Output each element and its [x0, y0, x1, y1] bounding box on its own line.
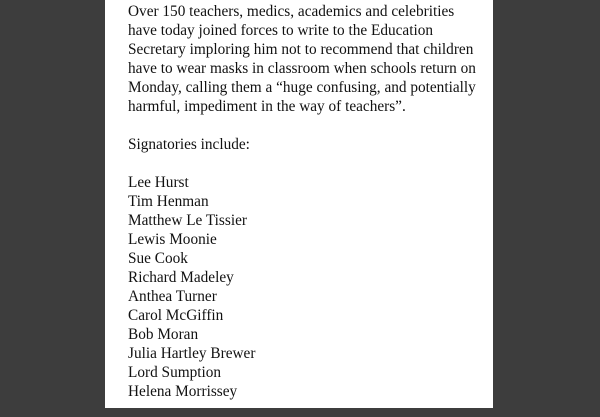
signatory-name: Lewis Moonie [128, 231, 217, 248]
paragraph-line: Over 150 teachers, medics, academics and celebrities [128, 3, 455, 20]
paragraph-line: harmful, impediment in the way of teachers”. [128, 98, 406, 115]
paragraph-line: Secretary imploring him not to recommend that children [128, 41, 474, 58]
paragraph-line: Monday, calling them a “huge confusing, and potentially [128, 79, 476, 96]
paragraph-line: have today joined forces to write to the Education [128, 22, 433, 39]
signatory-name: Lord Sumption [128, 364, 222, 381]
intro-paragraph [128, 2, 493, 116]
signatory-name: Julia Hartley Brewer [128, 345, 256, 362]
signatories-list [128, 173, 493, 401]
signatories-heading: Signatories include: [128, 136, 250, 153]
signatory-name: Sue Cook [128, 250, 188, 267]
signatory-name: Carol McGiffin [128, 307, 224, 324]
signatory-name: Matthew Le Tissier [128, 212, 247, 229]
signatory-name: Richard Madeley [128, 269, 234, 286]
signatory-name: Anthea Turner [128, 288, 217, 305]
paragraph-line: have to wear masks in classroom when schools return on [128, 60, 476, 77]
blank-line [128, 116, 493, 135]
document-page [105, 0, 493, 408]
signatory-name: Lee Hurst [128, 174, 189, 191]
signatory-name: Bob Moran [128, 326, 199, 343]
signatory-name: Helena Morrissey [128, 383, 238, 400]
blank-line [128, 154, 493, 173]
signatory-name: Tim Henman [128, 193, 209, 210]
